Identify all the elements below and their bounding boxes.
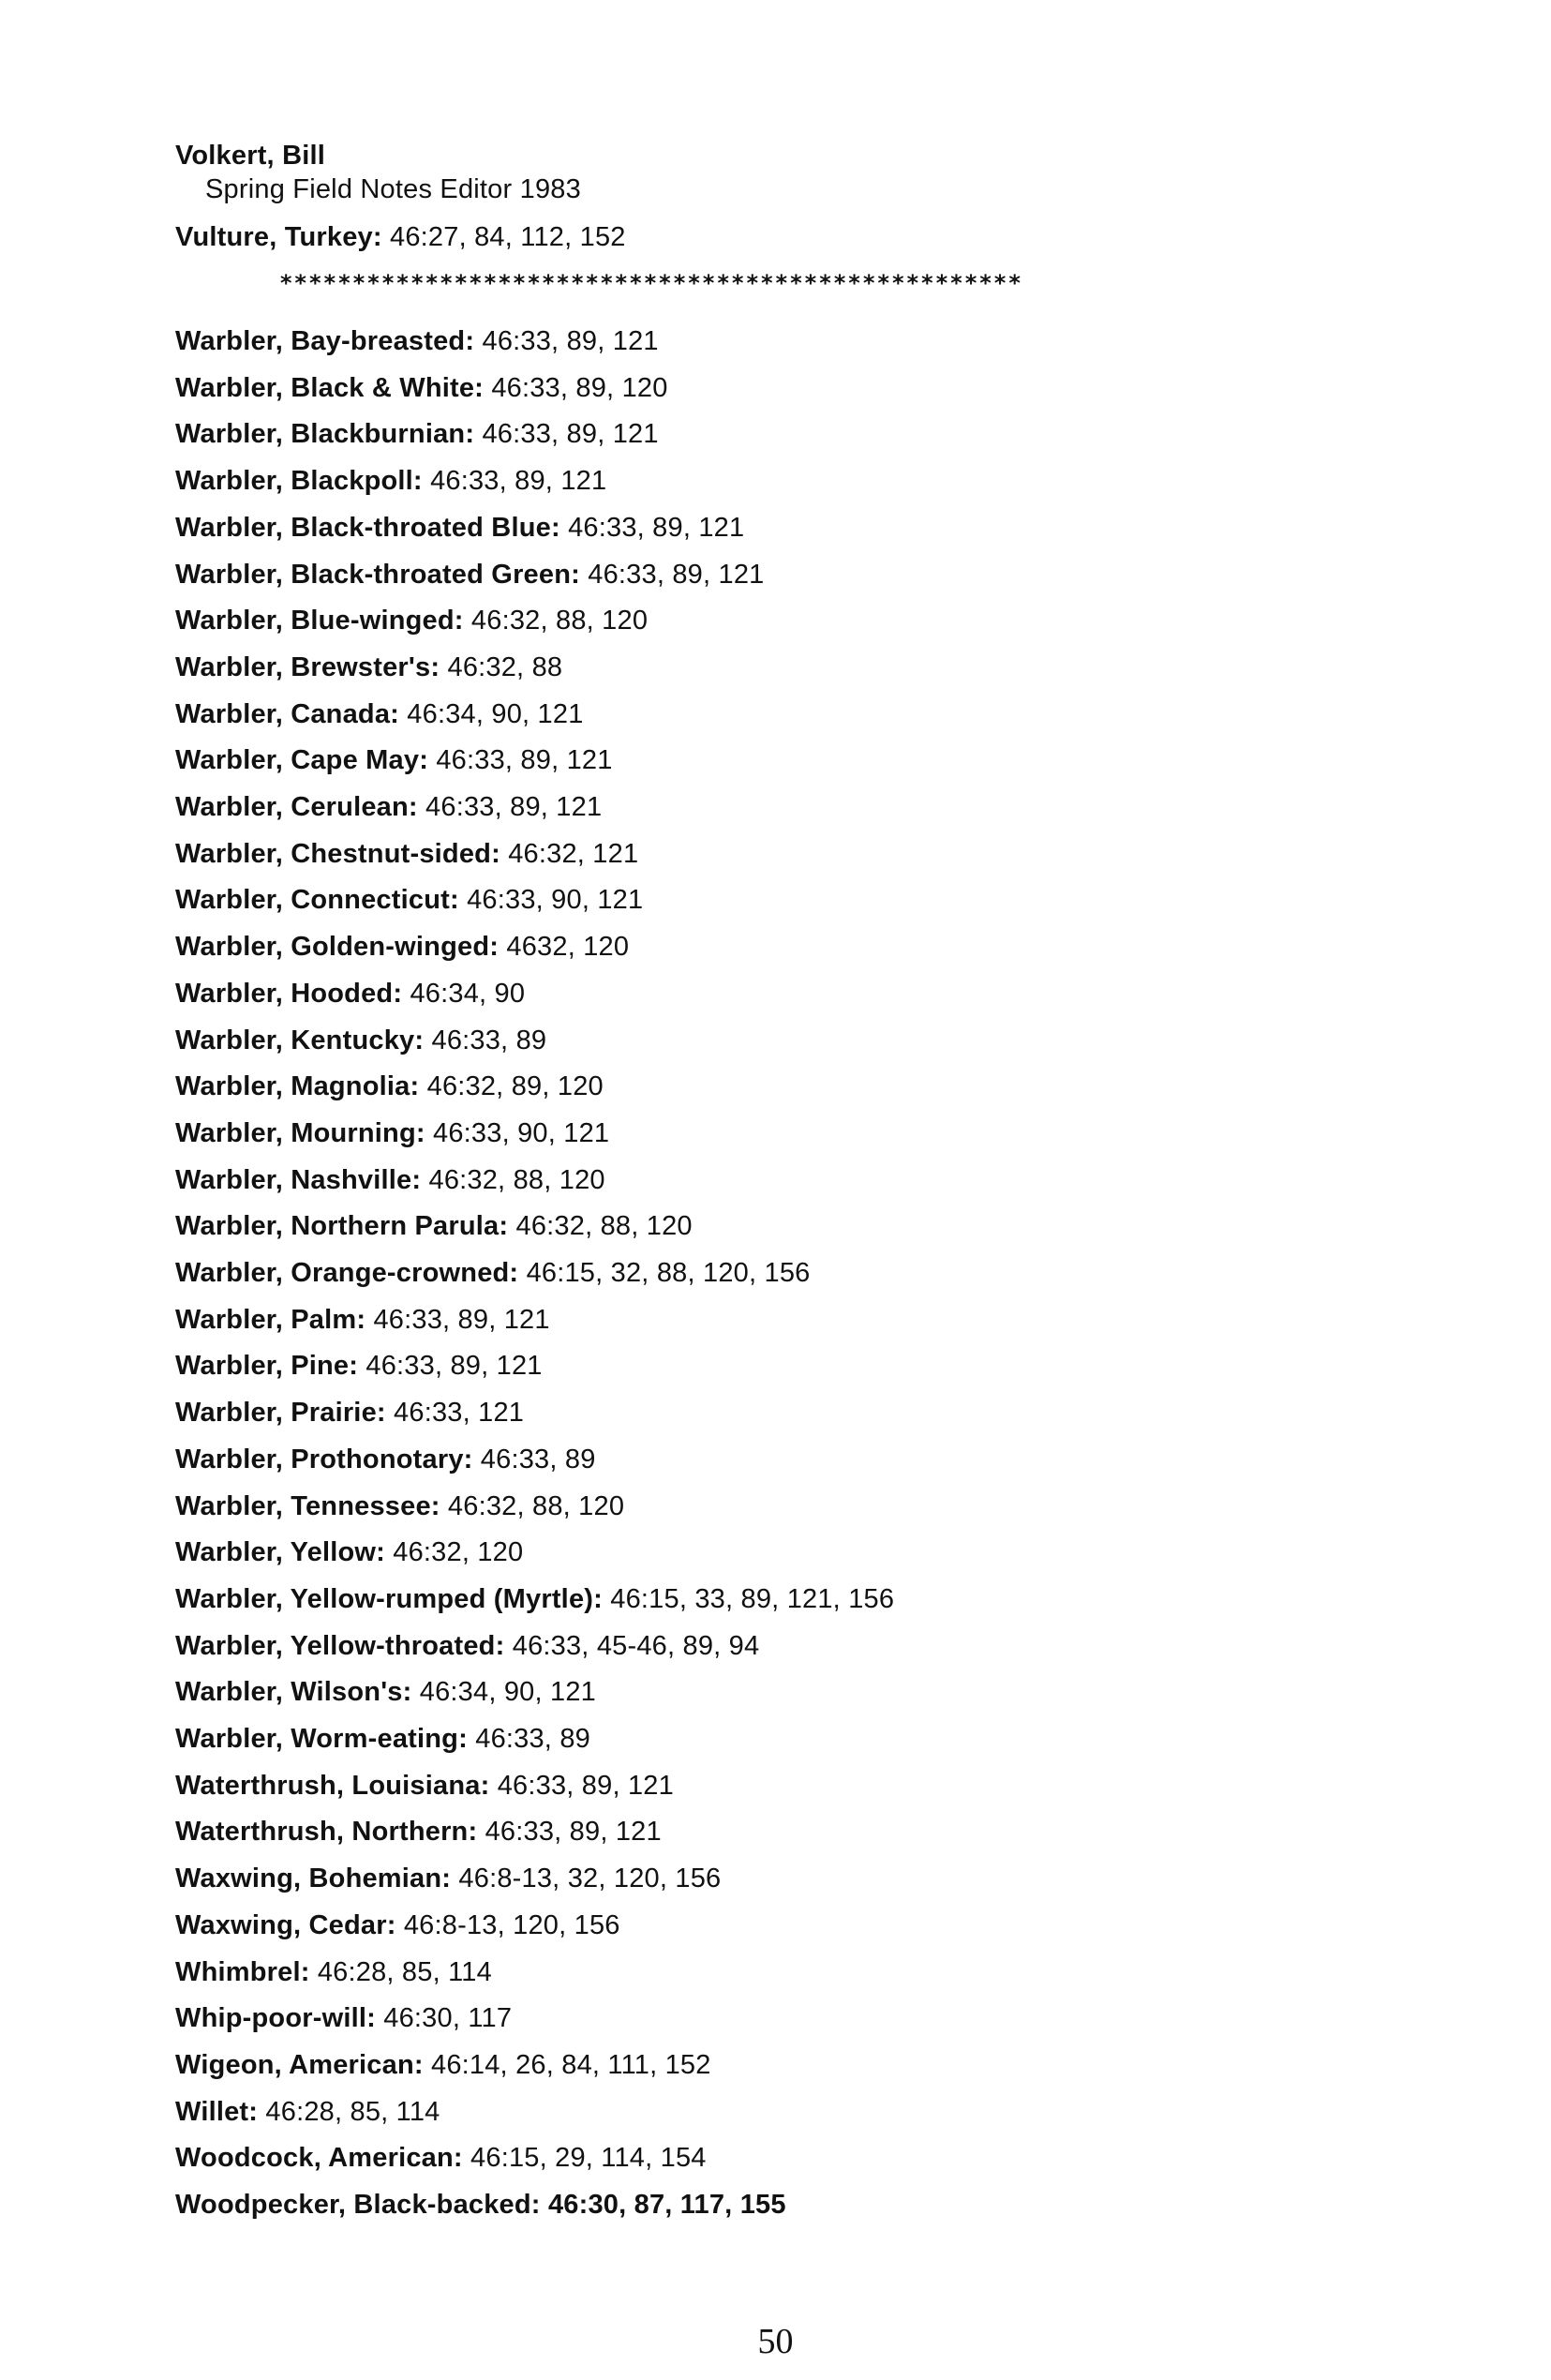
entry-heading: Warbler, Worm-eating: xyxy=(175,1724,468,1754)
entry-heading: Warbler, Bay-breasted: xyxy=(175,326,475,356)
entry-heading: Warbler, Black & White: xyxy=(175,373,485,403)
entry-refs: 46:33, 89, 121 xyxy=(568,513,745,543)
index-entry xyxy=(175,371,668,405)
index-entry xyxy=(175,697,584,731)
entry-heading: Warbler, Brewster's: xyxy=(175,652,440,682)
index-entry xyxy=(175,2095,440,2129)
entry-refs: 46:33, 89, 121 xyxy=(373,1305,550,1335)
entry-refs: 46:32, 121 xyxy=(508,839,639,869)
index-entry xyxy=(175,651,562,684)
section-separator: *************************************************** xyxy=(279,270,1023,296)
index-entry xyxy=(175,1675,596,1709)
entry-heading: Vulture, Turkey: xyxy=(175,222,382,252)
index-entry xyxy=(175,1256,810,1290)
entry-refs: 46:34, 90, 121 xyxy=(407,699,584,729)
entry-heading: Warbler, Prothonotary: xyxy=(175,1444,473,1474)
entry-heading: Waxwing, Bohemian: xyxy=(175,1864,452,1894)
entry-refs: 46:15, 33, 89, 121, 156 xyxy=(610,1584,895,1614)
index-entry xyxy=(175,743,613,777)
entry-refs: 46:33, 89, 120 xyxy=(491,373,668,403)
entry-refs: 46:33, 89, 121 xyxy=(425,792,603,822)
entry-heading: Waterthrush, Louisiana: xyxy=(175,1771,490,1801)
index-entry xyxy=(175,1303,550,1337)
entry-refs: 46:33, 90, 121 xyxy=(467,885,644,915)
entry-heading: Warbler, Golden-winged: xyxy=(175,932,500,962)
index-entry xyxy=(175,1489,624,1523)
page-number: 50 xyxy=(757,2322,794,2361)
index-entry xyxy=(175,558,765,591)
entry-heading: Warbler, Palm: xyxy=(175,1305,366,1335)
entry-heading: Warbler, Magnolia: xyxy=(175,1071,420,1101)
index-entry xyxy=(175,1163,605,1197)
entry-heading: Warbler, Mourning: xyxy=(175,1118,425,1148)
entry-refs: 46:33, 89, 121 xyxy=(482,326,659,356)
index-entry xyxy=(175,1024,546,1057)
entry-heading: Waterthrush, Northern: xyxy=(175,1817,478,1847)
entry-heading: Warbler, Blue-winged: xyxy=(175,606,464,636)
entry-refs: 46:27, 84, 112, 152 xyxy=(390,222,626,252)
entry-refs: 46:33, 89, 121 xyxy=(365,1351,543,1381)
index-entry xyxy=(175,1535,523,1569)
entry-heading: Willet: xyxy=(175,2097,259,2127)
entry-heading: Woodcock, American: xyxy=(175,2143,463,2173)
index-entry xyxy=(175,2001,512,2035)
entry-heading: Warbler, Pine: xyxy=(175,1351,359,1381)
entry-refs: 46:32, 120 xyxy=(393,1537,524,1567)
entry-heading: Warbler, Cape May: xyxy=(175,745,429,775)
index-entry xyxy=(175,1116,609,1150)
entry-heading: Volkert, Bill xyxy=(175,141,325,171)
index-entry xyxy=(175,1908,620,1942)
entry-heading: Wigeon, American: xyxy=(175,2050,424,2080)
entry-refs: 46:32, 89, 120 xyxy=(426,1071,604,1101)
entry-heading: Warbler, Hooded: xyxy=(175,979,403,1009)
entry-refs: 46:15, 29, 114, 154 xyxy=(470,2143,707,2173)
entry-refs: 46:33, 89, 121 xyxy=(430,466,607,496)
entry-heading: Spring Field Notes Editor 1983 xyxy=(205,174,581,204)
entry-heading: Warbler, Canada: xyxy=(175,699,400,729)
index-entry xyxy=(175,604,648,637)
index-entry xyxy=(175,1629,759,1663)
entry-heading: Warbler, Yellow-rumped (Myrtle): xyxy=(175,1584,603,1614)
entry-refs: 46:32, 88 xyxy=(447,652,563,682)
entry-heading: Warbler, Blackburnian: xyxy=(175,419,475,449)
index-entry xyxy=(175,2188,786,2222)
entry-refs: 46:32, 88, 120 xyxy=(470,606,649,636)
entry-refs: 4632, 120 xyxy=(506,932,630,962)
index-entry xyxy=(175,837,638,871)
index-entry xyxy=(175,1070,604,1103)
index-entry xyxy=(175,883,643,917)
entry-refs: 46:33, 89, 121 xyxy=(482,419,659,449)
entry-refs: 46:33, 89, 121 xyxy=(588,560,765,590)
index-entry xyxy=(175,511,744,545)
entry-heading: Waxwing, Cedar: xyxy=(175,1910,396,1940)
entry-refs: 46:33, 89 xyxy=(475,1724,590,1754)
entry-refs: 46:30, 117 xyxy=(383,2003,513,2033)
entry-heading: Warbler, Yellow: xyxy=(175,1537,385,1567)
entry-heading: Warbler, Kentucky: xyxy=(175,1025,425,1055)
entry-heading: Warbler, Northern Parula: xyxy=(175,1211,509,1241)
entry-refs: 46:30, 87, 117, 155 xyxy=(547,2190,786,2220)
index-entry xyxy=(175,464,606,498)
entry-heading: Whip-poor-will: xyxy=(175,2003,376,2033)
index-entry xyxy=(175,1722,590,1756)
entry-heading: Warbler, Tennessee: xyxy=(175,1491,440,1521)
entry-heading: Woodpecker, Black-backed: xyxy=(175,2190,541,2220)
entry-refs: 46:32, 88, 120 xyxy=(515,1211,693,1241)
index-entry xyxy=(175,1862,721,1895)
index-entry-volkert xyxy=(175,139,325,172)
index-entry xyxy=(175,1955,492,1989)
entry-heading: Warbler, Chestnut-sided: xyxy=(175,839,500,869)
entry-heading: Warbler, Wilson's: xyxy=(175,1677,412,1707)
index-entry-editor-note xyxy=(205,172,581,206)
index-entry xyxy=(175,417,659,451)
index-entry xyxy=(175,977,525,1010)
entry-refs: 46:33, 90, 121 xyxy=(433,1118,610,1148)
index-entry xyxy=(175,2141,707,2175)
index-entry xyxy=(175,324,659,358)
index-entry xyxy=(175,1209,693,1243)
entry-refs: 46:28, 85, 114 xyxy=(317,1957,492,1987)
entry-refs: 46:33, 89, 121 xyxy=(485,1817,662,1847)
entry-refs: 46:15, 32, 88, 120, 156 xyxy=(526,1258,811,1288)
entry-heading: Warbler, Nashville: xyxy=(175,1165,422,1195)
index-entry-vulture xyxy=(175,220,626,254)
entry-heading: Warbler, Connecticut: xyxy=(175,885,459,915)
entry-refs: 46:32, 88, 120 xyxy=(428,1165,605,1195)
index-entry xyxy=(175,1443,596,1476)
index-entry xyxy=(175,1769,674,1803)
index-entry xyxy=(175,1815,662,1849)
entry-refs: 46:34, 90 xyxy=(410,979,526,1009)
entry-refs: 46:28, 85, 114 xyxy=(265,2097,440,2127)
entry-refs: 46:14, 26, 84, 111, 152 xyxy=(430,2050,711,2080)
entry-heading: Warbler, Cerulean: xyxy=(175,792,418,822)
index-entry xyxy=(175,1396,524,1429)
entry-refs: 46:33, 45-46, 89, 94 xyxy=(512,1631,760,1661)
entry-heading: Warbler, Orange-crowned: xyxy=(175,1258,519,1288)
index-entry xyxy=(175,1582,894,1616)
entry-refs: 46:8-13, 120, 156 xyxy=(403,1910,620,1940)
entry-refs: 46:33, 89 xyxy=(431,1025,547,1055)
entry-refs: 46:32, 88, 120 xyxy=(447,1491,625,1521)
index-entry xyxy=(175,790,602,824)
entry-refs: 46:34, 90, 121 xyxy=(419,1677,596,1707)
entry-heading: Warbler, Prairie: xyxy=(175,1398,386,1428)
entry-heading: Warbler, Black-throated Green: xyxy=(175,560,580,590)
entry-refs: 46:33, 89, 121 xyxy=(497,1771,674,1801)
entry-heading: Warbler, Black-throated Blue: xyxy=(175,513,560,543)
index-entry xyxy=(175,930,629,964)
entry-refs: 46:8-13, 32, 120, 156 xyxy=(458,1864,722,1894)
index-entry xyxy=(175,2048,711,2082)
entry-heading: Warbler, Blackpoll: xyxy=(175,466,423,496)
entry-refs: 46:33, 89 xyxy=(480,1444,596,1474)
entry-refs: 46:33, 89, 121 xyxy=(436,745,613,775)
index-entry xyxy=(175,1349,543,1383)
entry-refs: 46:33, 121 xyxy=(394,1398,525,1428)
entry-heading: Warbler, Yellow-throated: xyxy=(175,1631,505,1661)
entry-heading: Whimbrel: xyxy=(175,1957,310,1987)
